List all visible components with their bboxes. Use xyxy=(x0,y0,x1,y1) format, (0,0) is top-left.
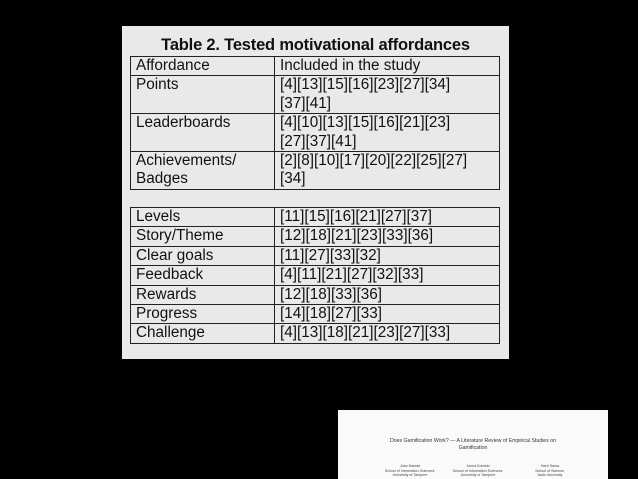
refs-cell: [4][13][18][21][23][27][33] xyxy=(275,324,500,343)
affordance-cell: Challenge xyxy=(131,324,275,343)
table-row xyxy=(131,152,500,190)
affordance-line: Achievements/ xyxy=(136,152,237,170)
affordances-table-bottom xyxy=(130,207,500,344)
paper-author xyxy=(510,464,590,478)
refs-line: [27][37][41] xyxy=(280,132,357,150)
affordance-cell: Progress xyxy=(131,305,275,324)
author-affiliation: School of Information Sciences, xyxy=(452,468,504,473)
refs-cell xyxy=(275,76,500,114)
refs-line: [4][13][15][16][23][27][34] xyxy=(280,76,451,94)
affordance-line: Points xyxy=(136,76,179,94)
paper-author xyxy=(438,464,518,478)
header-affordance: Affordance xyxy=(131,57,275,76)
refs-cell xyxy=(275,152,500,190)
refs-line: [4][10][13][15][16][21][23] xyxy=(280,114,451,132)
refs-cell: [12][18][21][23][33][36] xyxy=(275,227,500,246)
header-included: Included in the study xyxy=(275,57,500,76)
refs-cell: [12][18][33][36] xyxy=(275,285,500,304)
refs-line: [2][8][10][17][20][22][25][27] xyxy=(280,152,468,170)
slide-image xyxy=(122,26,509,359)
refs-line: [34] xyxy=(280,170,306,188)
author-university: University of Tampere xyxy=(460,473,496,478)
paper-thumbnail xyxy=(338,410,608,479)
table-row xyxy=(131,285,500,304)
paper-title-line: Gamification xyxy=(458,445,488,451)
refs-cell: [14][18][27][33] xyxy=(275,305,500,324)
table-row xyxy=(131,76,500,114)
affordance-line: Badges xyxy=(136,170,188,188)
affordance-cell: Levels xyxy=(131,208,275,227)
table-row xyxy=(131,208,500,227)
author-university: University of Tampere xyxy=(392,473,428,478)
affordances-table-top xyxy=(130,56,500,190)
refs-cell xyxy=(275,114,500,152)
refs-cell: [11][15][16][21][27][37] xyxy=(275,208,500,227)
table-title: Table 2. Tested motivational affordances xyxy=(161,36,470,54)
affordance-line: Leaderboards xyxy=(136,114,231,132)
table-row xyxy=(131,305,500,324)
affordance-cell: Story/Theme xyxy=(131,227,275,246)
affordance-cell xyxy=(131,76,275,114)
affordance-cell xyxy=(131,114,275,152)
refs-cell: [4][11][21][27][32][33] xyxy=(275,266,500,285)
author-name: Juho Hamari xyxy=(399,464,421,468)
affordance-cell xyxy=(131,152,275,190)
paper-title-line: Does Gamification Work? — A Literature Review of Empirical Studies on xyxy=(390,438,556,444)
paper-title xyxy=(338,438,608,452)
author-name: Jonna Koivisto xyxy=(466,464,490,468)
refs-line: [37][41] xyxy=(280,94,332,112)
refs-cell: [11][27][33][32] xyxy=(275,246,500,265)
table-row xyxy=(131,114,500,152)
author-affiliation: School of Information Sciences, xyxy=(384,468,436,473)
table-row xyxy=(131,324,500,343)
table-row xyxy=(131,246,500,265)
table-header-row xyxy=(131,57,500,76)
table-row xyxy=(131,266,500,285)
affordance-cell: Rewards xyxy=(131,285,275,304)
affordance-cell: Clear goals xyxy=(131,246,275,265)
author-university: Aalto University xyxy=(537,473,563,478)
author-affiliation: School of Science, xyxy=(535,468,565,473)
affordance-cell: Feedback xyxy=(131,266,275,285)
author-name: Harri Sarsa xyxy=(540,464,560,468)
table-row xyxy=(131,227,500,246)
